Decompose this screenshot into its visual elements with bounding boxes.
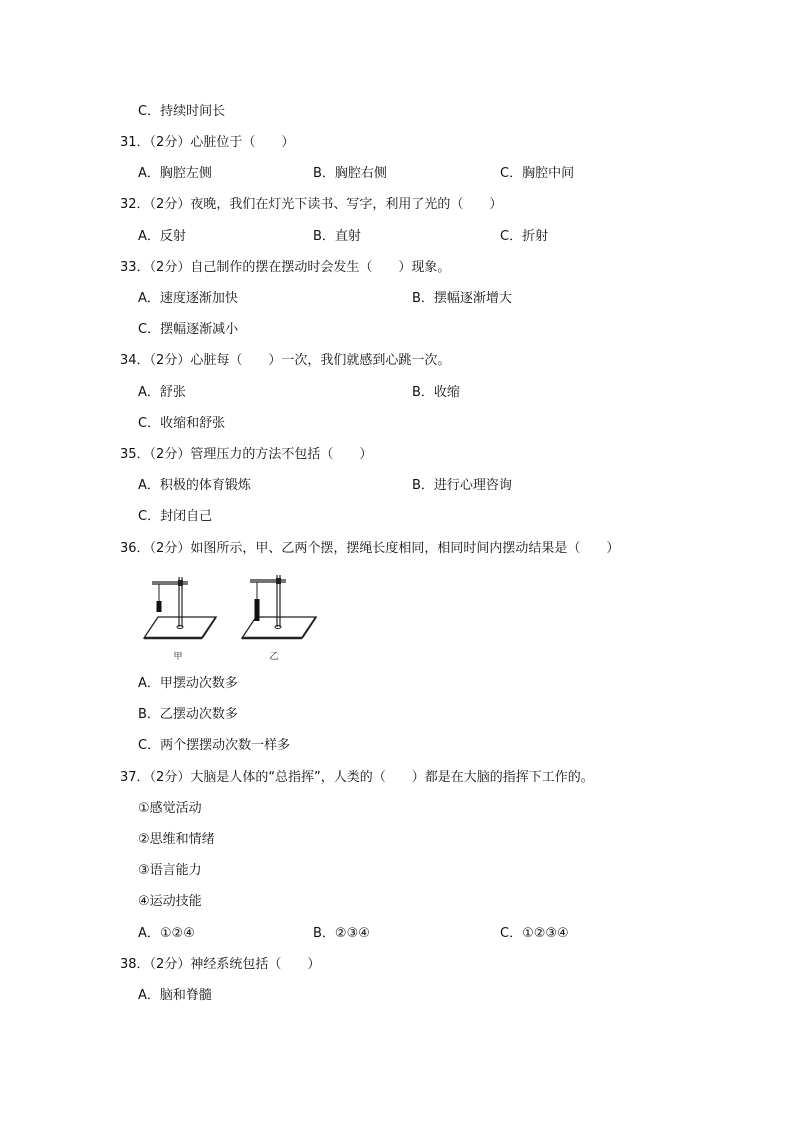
q37-stem: 37．（2分）大脑是人体的“总指挥”，人类的（ ）都是在大脑的指挥下工作的。 bbox=[120, 770, 594, 785]
q37-item-1: ①感觉活动 bbox=[138, 801, 202, 816]
q33-stem: 33．（2分）自己制作的摆在摆动时会发生（ ）现象。 bbox=[120, 260, 451, 275]
q35-stem: 35．（2分）管理压力的方法不包括（ ） bbox=[120, 447, 373, 462]
q37-option-a: A．①②④ bbox=[138, 926, 195, 941]
q34-option-a: A．舒张 bbox=[138, 385, 186, 400]
q37-item-3: ③语言能力 bbox=[138, 863, 202, 878]
q36-option-a: A．甲摆动次数多 bbox=[138, 676, 238, 691]
q37-item-4: ④运动技能 bbox=[138, 894, 202, 909]
q32-option-b: B．直射 bbox=[313, 229, 361, 244]
q37-option-b: B．②③④ bbox=[313, 926, 370, 941]
figure-label-yi: 乙 bbox=[269, 652, 279, 662]
q34-option-b: B．收缩 bbox=[412, 385, 460, 400]
q38-option-a: A．脑和脊髓 bbox=[138, 988, 212, 1003]
q35-option-a: A．积极的体育锻炼 bbox=[138, 478, 251, 493]
pendulum-figure bbox=[138, 565, 328, 665]
q33-option-c: C．摆幅逐渐减小 bbox=[138, 322, 239, 337]
q32-option-a: A．反射 bbox=[138, 229, 186, 244]
q37-item-2: ②思维和情绪 bbox=[138, 832, 215, 847]
q31-option-a: A．胸腔左侧 bbox=[138, 166, 212, 181]
q34-stem: 34．（2分）心脏每（ ）一次，我们就感到心跳一次。 bbox=[120, 353, 451, 368]
figure-label-jia: 甲 bbox=[173, 652, 183, 662]
q37-option-c: C．①②③④ bbox=[500, 926, 569, 941]
q36-stem: 36．（2分）如图所示，甲、乙两个摆，摆绳长度相同，相同时间内摆动结果是（ ） bbox=[120, 541, 620, 556]
q30-option-c: C．持续时间长 bbox=[138, 104, 226, 119]
q33-option-b: B．摆幅逐渐增大 bbox=[412, 291, 512, 306]
q36-option-b: B．乙摆动次数多 bbox=[138, 707, 238, 722]
q35-option-b: B．进行心理咨询 bbox=[412, 478, 512, 493]
q33-option-a: A．速度逐渐加快 bbox=[138, 291, 238, 306]
q31-stem: 31．（2分）心脏位于（ ） bbox=[120, 135, 295, 150]
pendulum-right bbox=[242, 575, 316, 638]
q31-option-c: C．胸腔中间 bbox=[500, 166, 575, 181]
q35-option-c: C．封闭自己 bbox=[138, 509, 213, 524]
q32-stem: 32．（2分）夜晚，我们在灯光下读书、写字，利用了光的（ ） bbox=[120, 197, 503, 212]
pendulum-left bbox=[144, 577, 216, 638]
q32-option-c: C．折射 bbox=[500, 229, 549, 244]
q38-stem: 38．（2分）神经系统包括（ ） bbox=[120, 957, 321, 972]
q36-option-c: C．两个摆摆动次数一样多 bbox=[138, 738, 291, 753]
q31-option-b: B．胸腔右侧 bbox=[313, 166, 387, 181]
q34-option-c: C．收缩和舒张 bbox=[138, 416, 226, 431]
